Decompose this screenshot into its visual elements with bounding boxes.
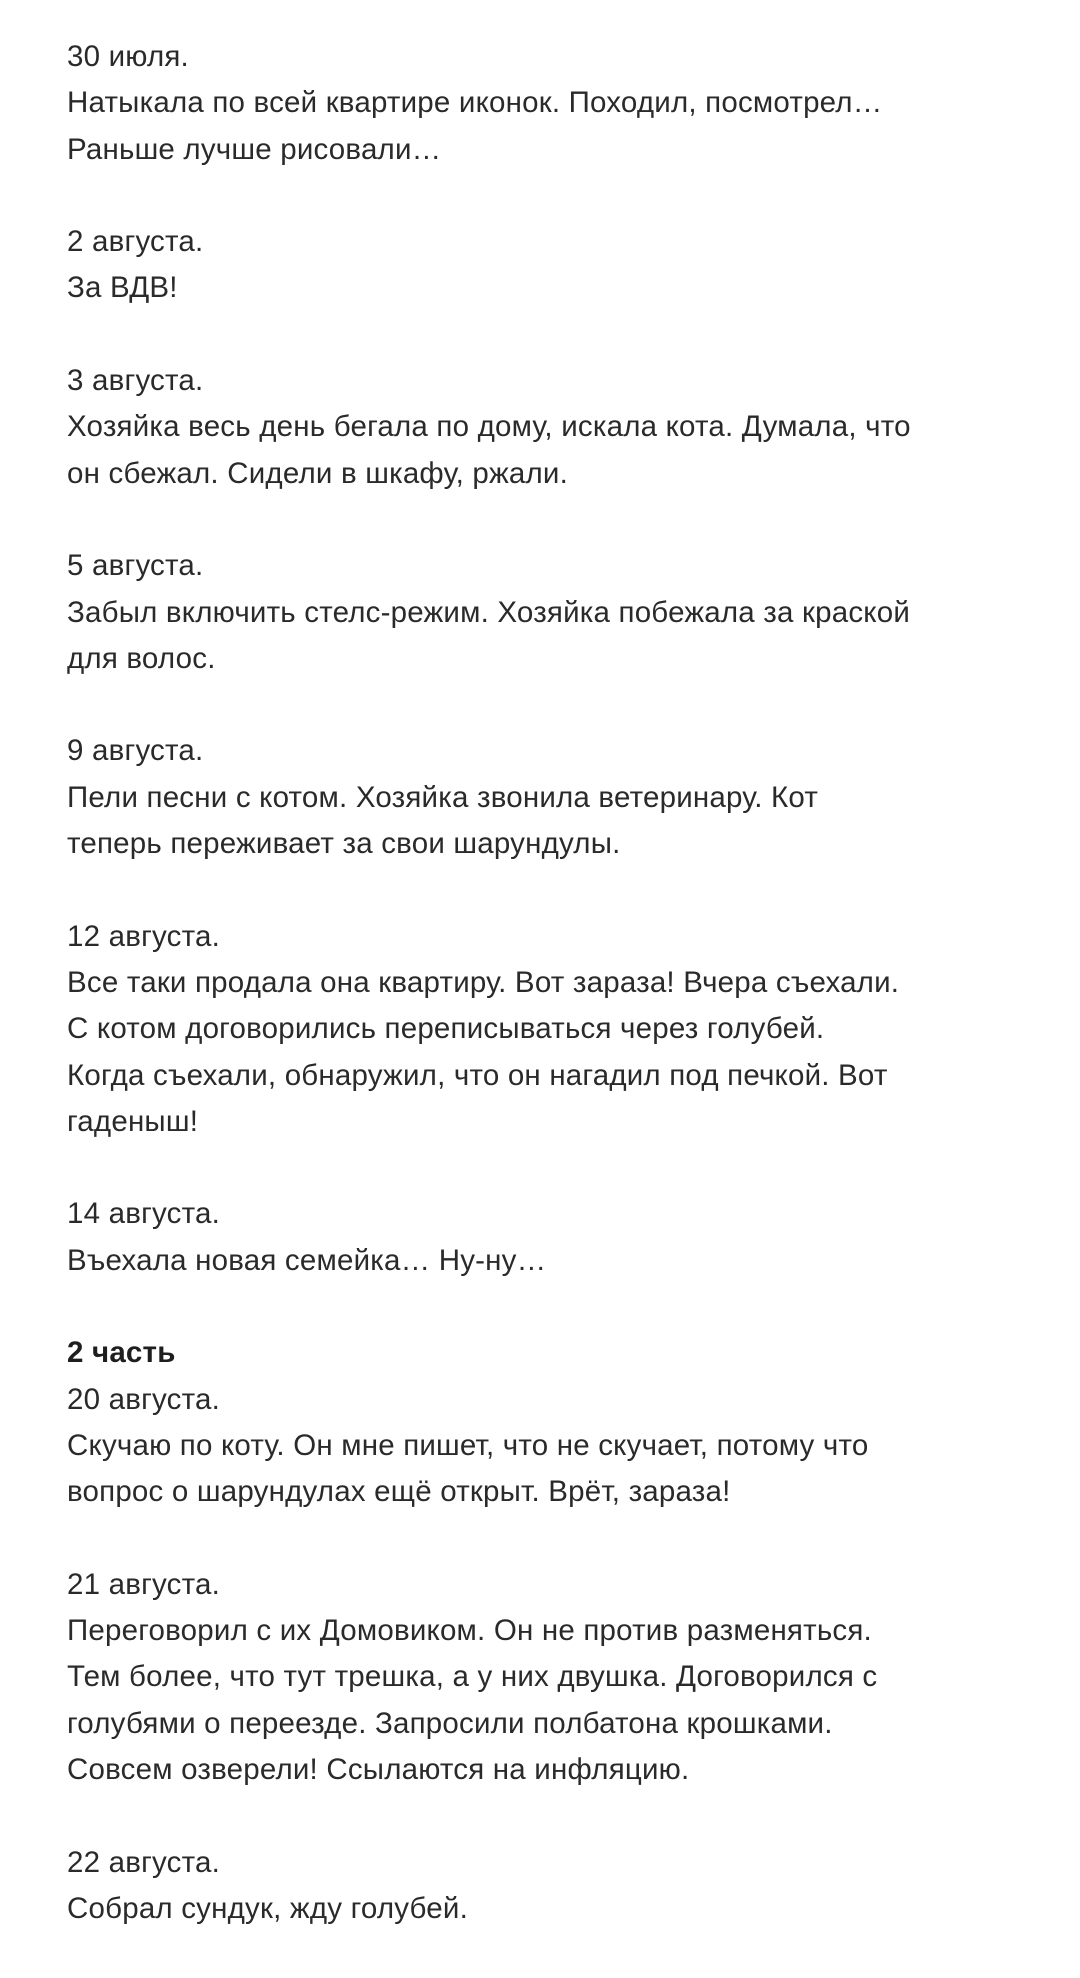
entry-text-line: Скучаю по коту. Он мне пишет, что не скучает, потому что bbox=[67, 1428, 869, 1462]
entry-text-line: Натыкала по всей квартире иконок. Походил, посмотрел… bbox=[67, 86, 883, 120]
entry-text-line: Тем более, что тут трешка, а у них двушка. Договорился с bbox=[67, 1660, 878, 1694]
entry-text-line: гаденыш! bbox=[67, 1104, 199, 1138]
entry-text-line: для волос. bbox=[67, 641, 216, 675]
entry-text-line: вопрос о шарундулах ещё открыт. Врёт, зараза! bbox=[67, 1475, 731, 1509]
diary-entry-jul-30 bbox=[67, 34, 1047, 173]
entry-text-line: Когда съехали, обнаружил, что он нагадил под печкой. Вот bbox=[67, 1058, 888, 1092]
diary-entry-aug-20 bbox=[67, 1330, 1047, 1515]
entry-date: 14 августа. bbox=[67, 1197, 220, 1231]
diary-entry-aug-3 bbox=[67, 358, 1047, 497]
diary-entry-aug-22 bbox=[67, 1840, 1047, 1933]
entry-text-line: Въехала новая семейка… Ну-ну… bbox=[67, 1243, 547, 1277]
diary-entry-aug-9 bbox=[67, 728, 1047, 867]
diary-article bbox=[67, 34, 1047, 1978]
diary-entry-aug-12 bbox=[67, 914, 1047, 1145]
diary-entry-aug-2 bbox=[67, 219, 1047, 312]
entry-date: 5 августа. bbox=[67, 549, 204, 583]
diary-entry-aug-21 bbox=[67, 1562, 1047, 1793]
entry-text-line: С котом договорились переписываться через голубей. bbox=[67, 1012, 825, 1046]
entry-text-line: теперь переживает за свои шарундулы. bbox=[67, 827, 621, 861]
entry-date: 2 августа. bbox=[67, 225, 204, 259]
entry-text-line: Собрал сундук, жду голубей. bbox=[67, 1891, 468, 1925]
entry-text-line: Забыл включить стелс-режим. Хозяйка побежала за краской bbox=[67, 595, 911, 629]
entry-date: 30 июля. bbox=[67, 40, 189, 73]
entry-text-line: Раньше лучше рисовали… bbox=[67, 132, 442, 166]
entry-text-line: Хозяйка весь день бегала по дому, искала кота. Думала, что bbox=[67, 410, 911, 444]
entry-date: 20 августа. bbox=[67, 1382, 220, 1416]
entry-text-line: Переговорил с их Домовиком. Он не против разменяться. bbox=[67, 1614, 872, 1648]
entry-text-line: Пели песни с котом. Хозяйка звонила ветеринару. Кот bbox=[67, 780, 819, 814]
entry-date: 21 августа. bbox=[67, 1567, 220, 1601]
entry-text-line: Все таки продала она квартиру. Вот зараза! Вчера съехали. bbox=[67, 965, 900, 999]
diary-entry-aug-5 bbox=[67, 543, 1047, 682]
entry-text-line: Совсем озверели! Ссылаются на инфляцию. bbox=[67, 1752, 690, 1786]
diary-entry-aug-14 bbox=[67, 1191, 1047, 1284]
entry-text-line: За ВДВ! bbox=[67, 271, 178, 305]
entry-text-line: он сбежал. Сидели в шкафу, ржали. bbox=[67, 456, 568, 490]
entry-date: 9 августа. bbox=[67, 734, 204, 768]
entry-date: 22 августа. bbox=[67, 1845, 220, 1879]
entry-date: 3 августа. bbox=[67, 364, 204, 398]
part-2-heading: 2 часть bbox=[67, 1336, 176, 1370]
entry-date: 12 августа. bbox=[67, 919, 220, 953]
entry-text-line: голубями о переезде. Запросили полбатона крошками. bbox=[67, 1706, 833, 1740]
